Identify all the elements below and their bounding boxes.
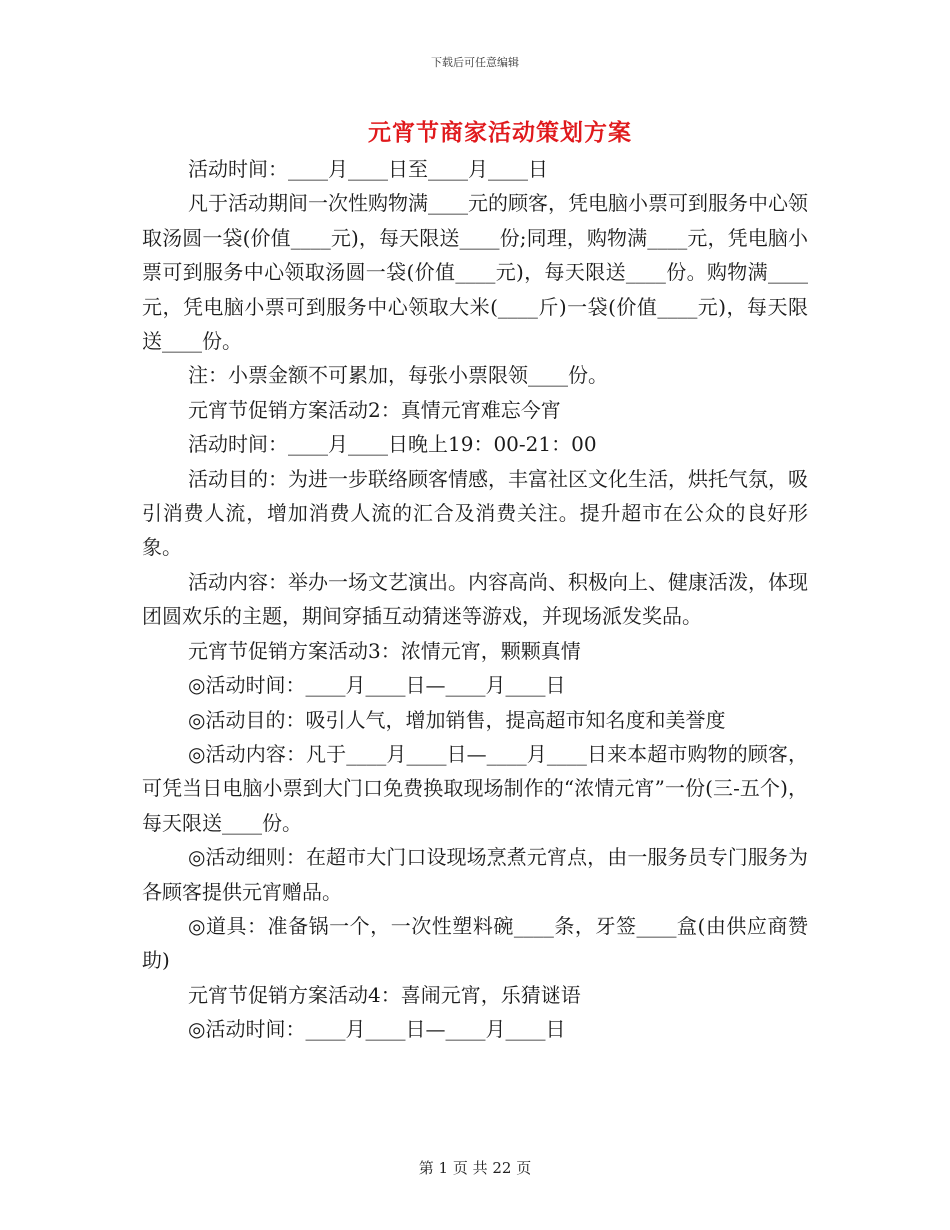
paragraph-activity2-purpose: 活动目的：为进一步联络顾客情感，丰富社区文化生活，烘托气氛，吸引消费人流，增加消费人流的汇合及消费关注。提升超市在公众的良好形象。 <box>142 466 808 560</box>
paragraph-activity3-content: ◎活动内容：凡于____月____日—____月____日来本超市购物的顾客，可凭当日电脑小票到大门口免费换取现场制作的“浓情元宵”一份(三-五个)，每天限送____份。 <box>142 741 808 835</box>
paragraph-activity3-heading: 元宵节促销方案活动3：浓情元宵，颗颗真情 <box>188 638 581 663</box>
paragraph-activity3-props: ◎道具：准备锅一个，一次性塑料碗____条，牙签____盒(由供应商赞助) <box>142 913 808 973</box>
paragraph-activity3-time: ◎活动时间：____月____日—____月____日 <box>188 673 566 698</box>
document-title: 元宵节商家活动策划方案 <box>368 119 632 146</box>
paragraph-activity-time: 活动时间：____月____日至____月____日 <box>188 157 548 181</box>
paragraph-activity4-heading: 元宵节促销方案活动4：喜闹元宵，乐猜谜语 <box>188 982 581 1007</box>
header-note: 下载后可任意编辑 <box>431 56 519 69</box>
paragraph-purchase-offer: 凡于活动期间一次性购物满____元的顾客，凭电脑小票可到服务中心领取汤圆一袋(价值____元)，每天限送____份;同理，购物满____元，凭电脑小票可到服务中心领取汤圆一袋(价值____元)，每天限送____份。购物满____元，凭电脑小票可到服务中心领取大米(____斤)一袋(价值____元)，每天限送____份。 <box>142 191 808 354</box>
paragraph-note: 注：小票金额不可累加，每张小票限领____份。 <box>188 363 608 388</box>
paragraph-activity3-purpose: ◎活动目的：吸引人气，增加销售，提高超市知名度和美誉度 <box>188 707 726 732</box>
paragraph-activity2-heading: 元宵节促销方案活动2：真情元宵难忘今宵 <box>188 397 561 422</box>
document-body <box>142 152 808 1047</box>
paragraph-activity4-time: ◎活动时间：____月____日—____月____日 <box>188 1017 566 1042</box>
page-footer: 第 1 页 共 22 页 <box>418 1159 532 1177</box>
paragraph-activity2-time: 活动时间：____月____日晚上19：00-21：00 <box>188 432 597 457</box>
paragraph-activity3-rules: ◎活动细则：在超市大门口设现场烹煮元宵点，由一服务员专门服务为各顾客提供元宵赠品。 <box>142 845 808 904</box>
paragraph-activity2-content: 活动内容：举办一场文艺演出。内容高尚、积极向上、健康活泼，体现团圆欢乐的主题，期间穿插互动猜迷等游戏，并现场派发奖品。 <box>142 569 808 629</box>
